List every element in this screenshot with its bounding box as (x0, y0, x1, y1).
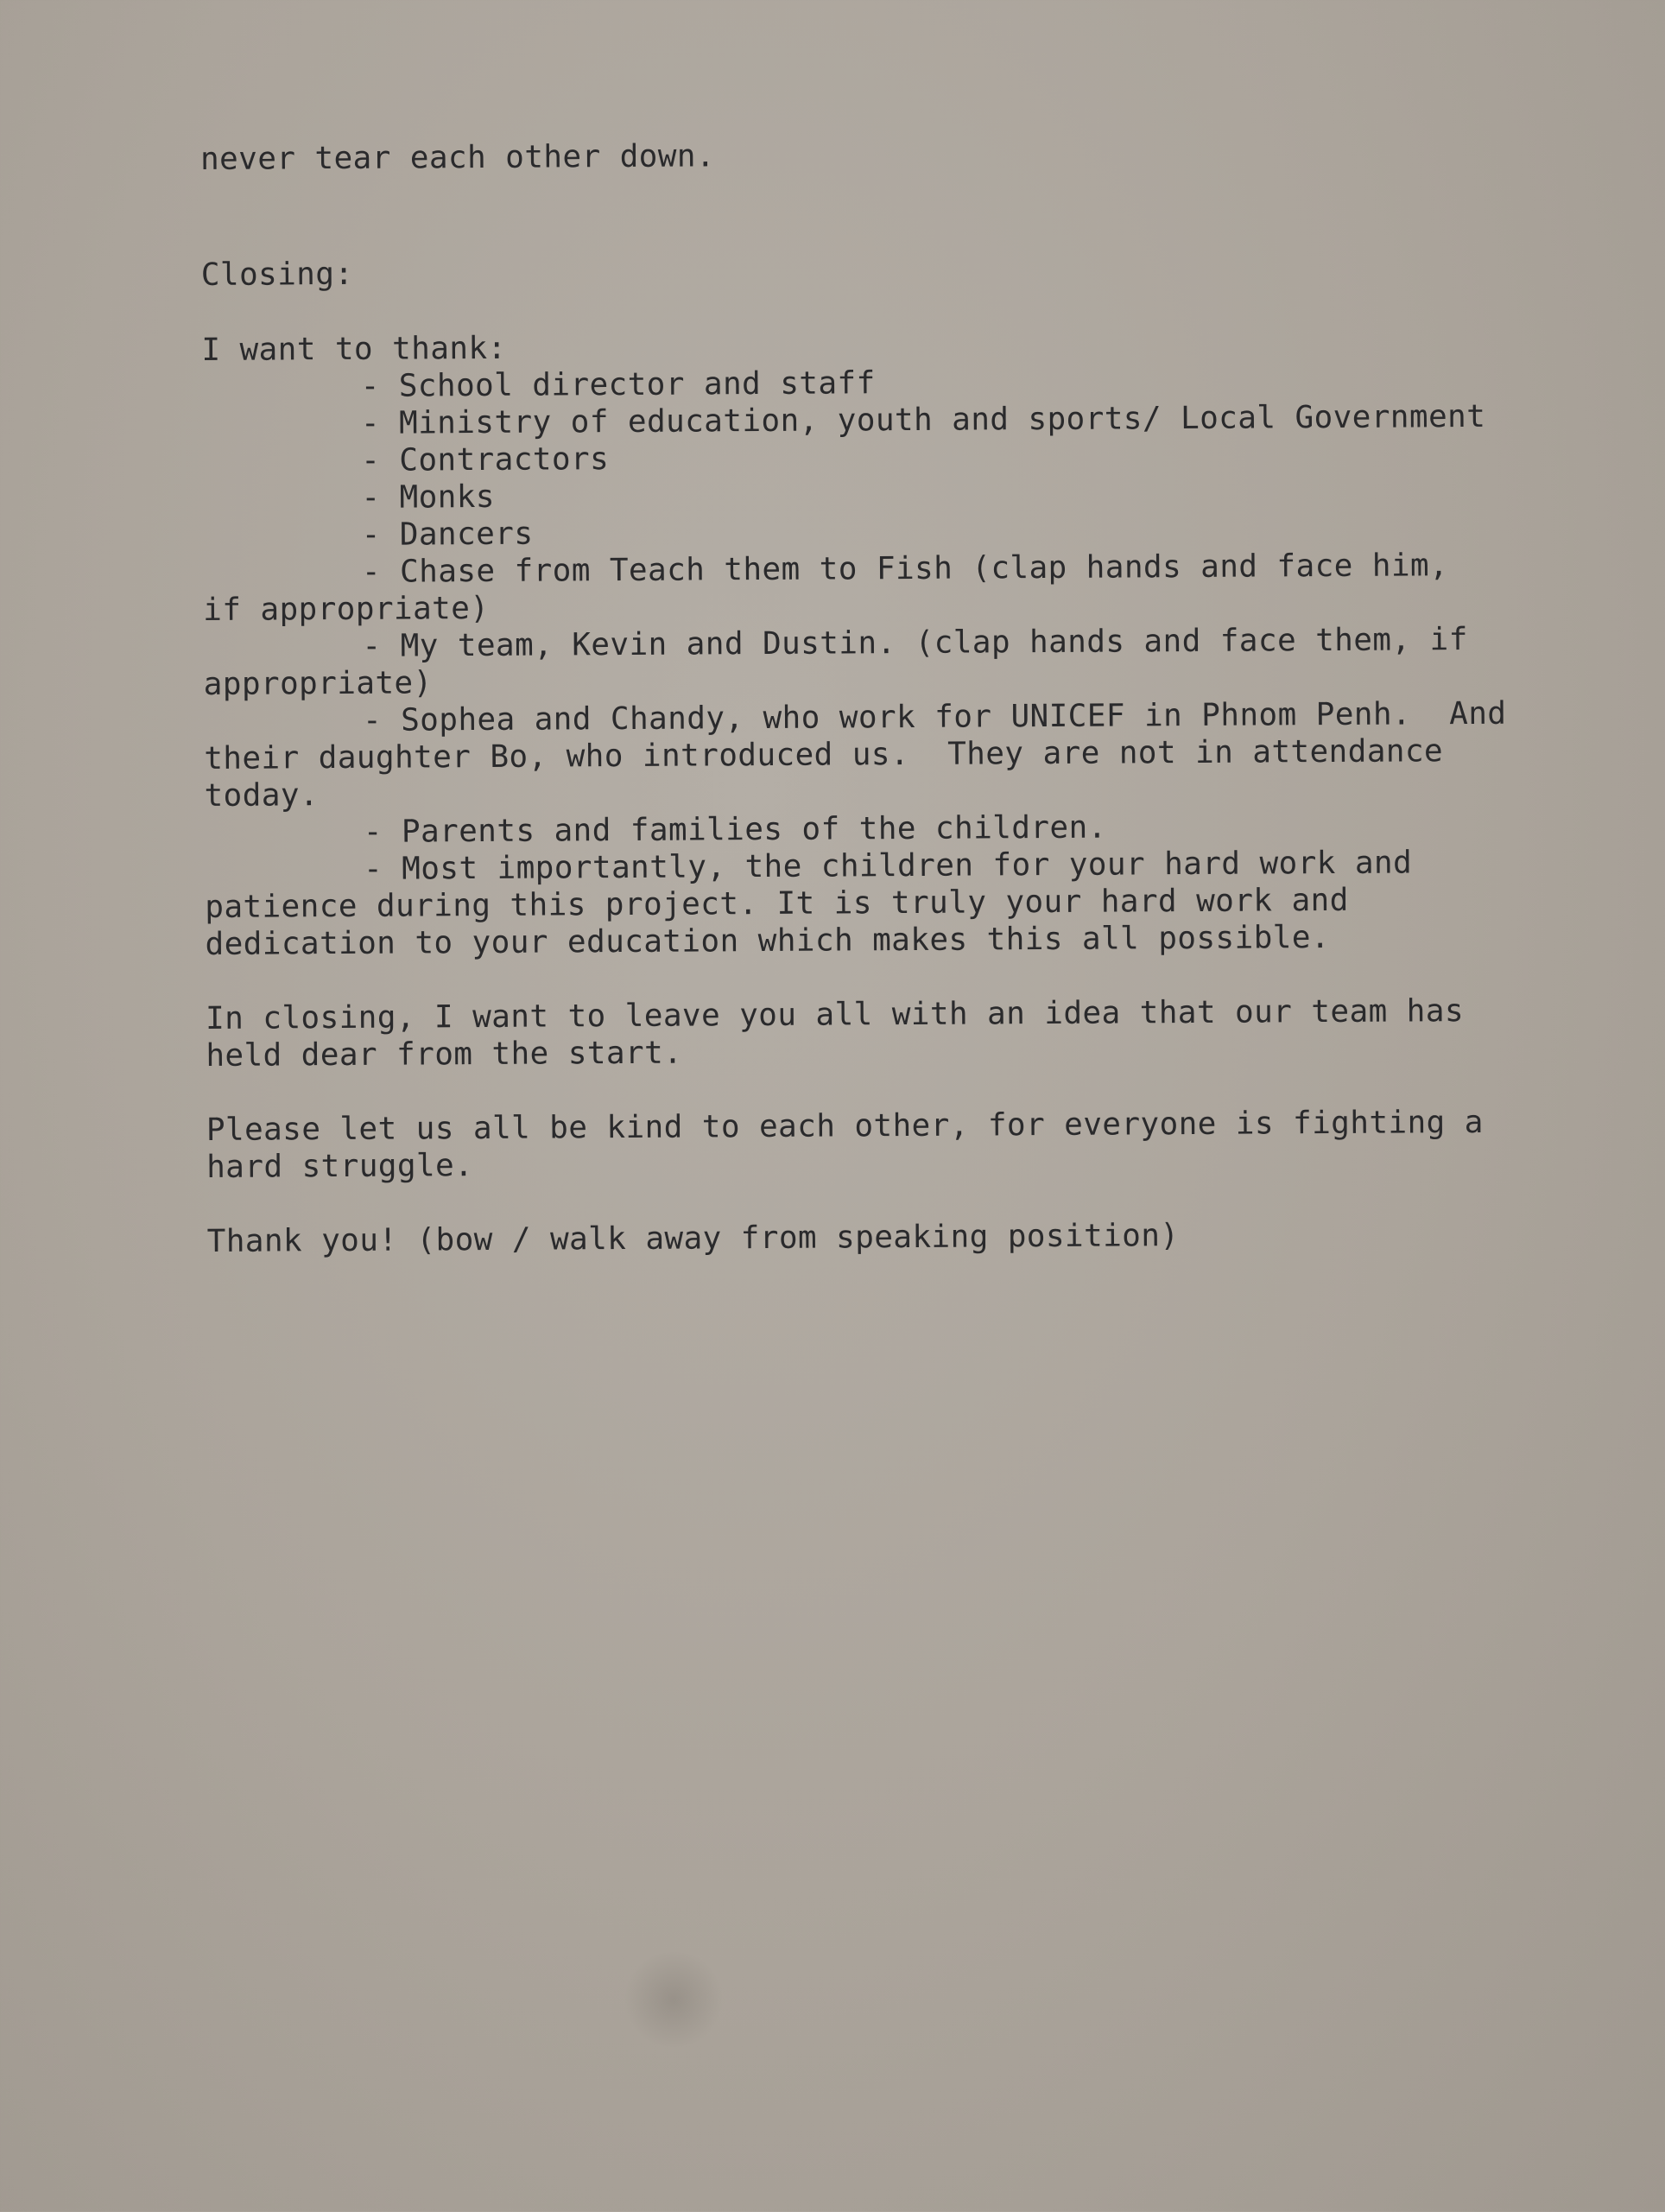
thanks-item: - Parents and families of the children. (363, 809, 1107, 850)
thanks-item: - Ministry of education, youth and sports/ Local Government (360, 398, 1486, 441)
closing-heading: Closing: (200, 256, 354, 293)
thanks-item: - My team, Kevin and Dustin. (clap hands and face them, if (362, 622, 1468, 664)
thanks-item-continuation: dedication to your education which makes this all possible. (205, 920, 1331, 962)
thanks-item-continuation: appropriate) (203, 665, 433, 702)
sign-off-line: Thank you! (bow / walk away from speaking position) (206, 1218, 1180, 1259)
thanks-item-continuation: patience during this project. It is truly your hard work and (205, 882, 1349, 925)
thanks-item: - Monks (361, 479, 496, 516)
paper-smudge (622, 1952, 725, 2047)
thanks-item: - Contractors (361, 441, 610, 479)
thanks-intro: I want to thank: (201, 330, 507, 368)
closing-paragraph-line: held dear from the start. (206, 1035, 683, 1074)
continuation-line: never tear each other down. (199, 138, 716, 177)
thanks-item-continuation: their daughter Bo, who introduced us. They are not in attendance (204, 733, 1444, 776)
thanks-item: - School director and staff (360, 365, 876, 404)
thanks-item: - Chase from Teach them to Fish (clap hands and face him, (361, 548, 1449, 590)
thanks-item-continuation: if appropriate) (203, 590, 490, 628)
thanks-item: - Dancers (361, 516, 534, 553)
closing-paragraph-line: In closing, I want to leave you all with an idea that our team has (205, 993, 1465, 1036)
thanks-item-continuation: today. (204, 777, 320, 814)
thanks-item: - Most importantly, the children for your hard work and (363, 845, 1413, 887)
kindness-paragraph-line: Please let us all be kind to each other, for everyone is fighting a (206, 1104, 1484, 1148)
thanks-item: - Sophea and Chandy, who work for UNICEF in Phnom Penh. And (362, 695, 1507, 738)
kindness-paragraph-line: hard struggle. (206, 1148, 474, 1185)
